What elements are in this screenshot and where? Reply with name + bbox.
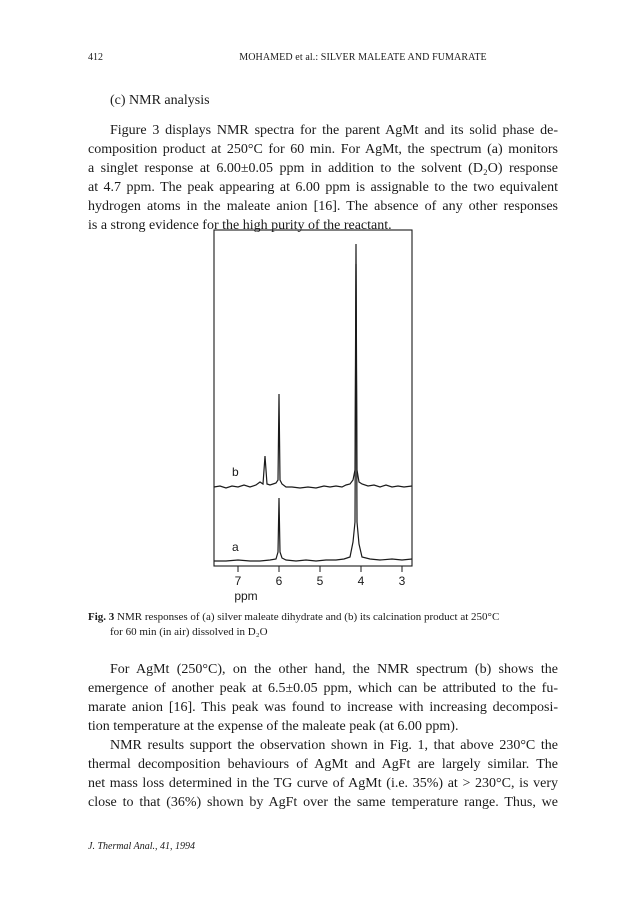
text-line: Figure 3 displays NMR spectra for the parent AgMt and its solid phase de- [110,123,558,138]
x-axis-ticks [238,566,402,572]
page-number: 412 [88,52,103,63]
x-tick-label: 3 [398,574,406,588]
figure-caption [88,610,558,640]
x-tick-label: 7 [234,574,242,588]
text-line: a singlet response at 6.00±0.05 ppm in addition to the solvent (D₂O) response [88,161,558,176]
spectrum-a-trace [214,264,412,561]
x-axis-unit-label: ppm [234,589,258,603]
text-line: NMR results support the observation shown in Fig. 1, that above 230°C the [110,738,558,753]
running-header [88,52,558,66]
caption-line [88,610,558,625]
text-line: net mass loss determined in the TG curve of AgMt (i.e. 35%) at > 230°C, is very [88,776,558,791]
spectrum-b-trace [214,244,412,488]
trace-label-b: b [232,465,239,479]
text-line: is a strong evidence for the high purity of the reactant. [88,218,392,233]
text-line: tion temperature at the expense of the maleate peak (at 6.00 ppm). [88,719,459,734]
caption-line: for 60 min (in air) dissolved in D₂O [110,626,268,638]
x-tick-label: 4 [357,574,365,588]
journal-footer: J. Thermal Anal., 41, 1994 [88,841,196,852]
caption-text: NMR responses of (a) silver maleate dihydrate and (b) its calcination product at 250°C [117,611,500,623]
section-heading: (c) NMR analysis [110,93,210,108]
caption-label: Fig. 3 [88,611,115,623]
plot-frame [214,230,412,566]
text-line: marate anion [16]. This peak was found to increase with increasing decomposi- [88,700,558,715]
text-line: at 4.7 ppm. The peak appearing at 6.00 ppm is assignable to the two equivalent [88,180,558,195]
x-tick-label: 6 [275,574,283,588]
running-title: MOHAMED et al.: SILVER MALEATE AND FUMARATE [239,52,487,63]
text-line: composition product at 250°C for 60 min. For AgMt, the spectrum (a) monitors [88,142,558,157]
text-line: hydrogen atoms in the maleate anion [16]. The absence of any other responses [88,199,558,214]
text-line: close to that (36%) shown by AgFt over the same temperature range. Thus, we [88,795,558,810]
paragraph-agmt-250 [88,660,558,736]
x-tick-label: 5 [316,574,324,588]
text-line: thermal decomposition behaviours of AgMt and AgFt are largely similar. The [88,757,558,772]
nmr-figure [180,222,420,606]
text-line: For AgMt (250°C), on the other hand, the NMR spectrum (b) shows the [110,662,558,677]
paragraph-nmr-results [88,736,558,812]
text-line: emergence of another peak at 6.5±0.05 ppm, which can be attributed to the fu- [88,681,558,696]
paragraph-nmr-intro [88,121,558,235]
nmr-spectra-plot [180,222,420,606]
trace-label-a: a [232,540,239,554]
